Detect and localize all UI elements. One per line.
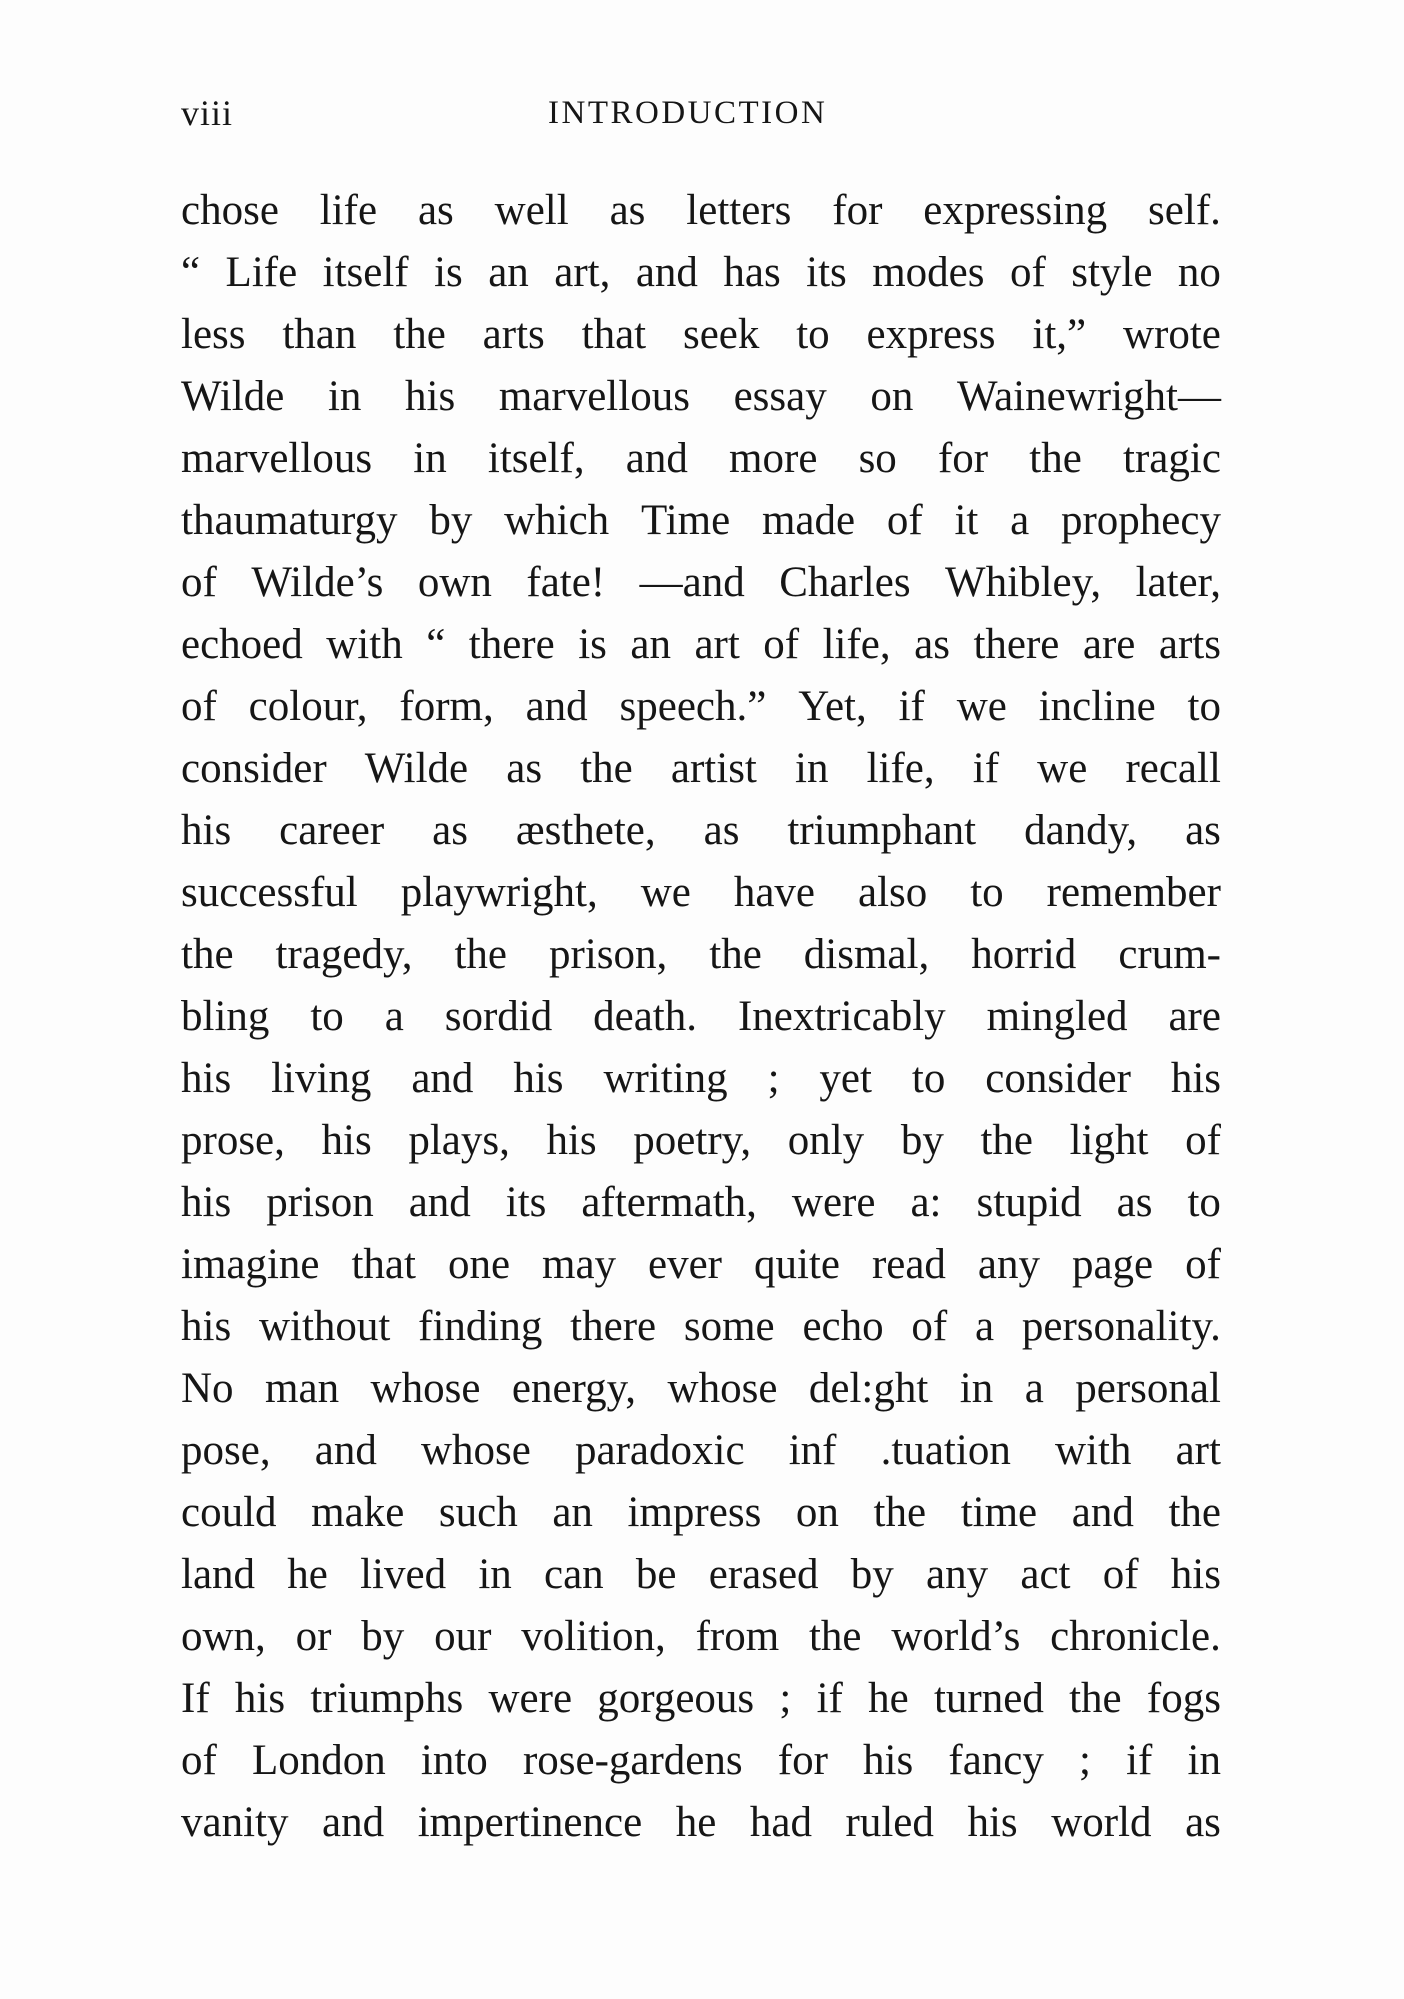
word: art (1175, 1427, 1221, 1474)
word: own (417, 559, 492, 606)
word: express (866, 311, 996, 358)
word: a (975, 1303, 995, 1350)
body-text (181, 180, 1221, 1854)
word: by (900, 1117, 944, 1164)
word: whose (370, 1365, 481, 1412)
text-line (181, 1358, 1221, 1420)
word: echo (802, 1303, 884, 1350)
word: lived (360, 1551, 447, 1598)
text-line (181, 1048, 1221, 1110)
word: than (282, 311, 357, 358)
text-line (181, 428, 1221, 490)
word: which (504, 497, 610, 544)
word: so (858, 435, 897, 482)
word: man (265, 1365, 340, 1412)
word: If (181, 1675, 210, 1722)
word: —and (639, 559, 745, 606)
word: without (258, 1303, 391, 1350)
word: with (1054, 1427, 1132, 1474)
word: arts (482, 311, 545, 358)
word: by (361, 1613, 405, 1660)
word: were (791, 1179, 876, 1226)
text-line (181, 552, 1221, 614)
word: for (832, 187, 883, 234)
page-number: viii (181, 93, 234, 133)
text-line (181, 304, 1221, 366)
word: if (816, 1675, 843, 1722)
word: has (723, 249, 781, 296)
word: dismal, (803, 931, 930, 978)
word: art, (554, 249, 611, 296)
word: as (1185, 807, 1221, 854)
word: personality. (1021, 1303, 1221, 1350)
word: living (271, 1055, 372, 1102)
word: Wainewright— (956, 373, 1221, 420)
word: in (478, 1551, 512, 1598)
word: as (703, 807, 740, 854)
word: of (1102, 1551, 1139, 1598)
word: personal (1075, 1365, 1221, 1412)
word: the (1168, 1489, 1221, 1536)
word: crum- (1118, 931, 1221, 978)
word: consider (985, 1055, 1131, 1102)
word: his (1170, 1551, 1221, 1598)
text-line (181, 1482, 1221, 1544)
text-line (181, 676, 1221, 738)
word: death. (593, 993, 698, 1040)
word: and (322, 1799, 385, 1846)
word: inf (788, 1427, 837, 1474)
word: in (959, 1365, 994, 1412)
word: ; (779, 1675, 792, 1722)
word: ; (1079, 1737, 1091, 1784)
word: arts (1158, 621, 1221, 668)
word: the (454, 931, 507, 978)
running-title: INTRODUCTION (548, 95, 828, 131)
word: his (405, 373, 456, 420)
word: colour, (248, 683, 368, 730)
word: expressing (923, 187, 1108, 234)
word: a (1024, 1365, 1044, 1412)
word: by (429, 497, 473, 544)
word: dandy, (1024, 807, 1138, 854)
word: impertinence (417, 1799, 643, 1846)
word: thaumaturgy (181, 497, 398, 544)
word: volition, (521, 1613, 666, 1660)
word: consider (181, 745, 327, 792)
word: in (327, 373, 362, 420)
text-line (181, 1792, 1221, 1854)
word: Inextricably (737, 993, 946, 1040)
word: an (630, 621, 671, 668)
word: life (319, 187, 378, 234)
word: the (980, 1117, 1033, 1164)
word: one (447, 1241, 511, 1288)
word: were (488, 1675, 573, 1722)
word: successful (181, 869, 358, 916)
word: make (311, 1489, 405, 1536)
word: its (806, 249, 847, 296)
word: art (694, 621, 740, 668)
word: remember (1046, 869, 1221, 916)
word: we (956, 683, 1007, 730)
word: his (234, 1675, 286, 1722)
word: as (506, 745, 543, 792)
word: and (411, 1055, 474, 1102)
word: world’s (891, 1613, 1021, 1660)
word: “ (181, 249, 201, 296)
word: be (635, 1551, 677, 1598)
word: vanity (181, 1799, 289, 1846)
word: its (505, 1179, 547, 1226)
word: mingled (986, 993, 1128, 1040)
word: of (911, 1303, 948, 1350)
word: essay (733, 373, 827, 420)
word: world (1051, 1799, 1152, 1846)
word: he (868, 1675, 909, 1722)
word: Charles (779, 559, 911, 606)
word: paradoxic (575, 1427, 745, 1474)
word: for (777, 1737, 828, 1784)
word: as (432, 807, 468, 854)
text-line (181, 862, 1221, 924)
word: to (970, 869, 1004, 916)
word: some (683, 1303, 775, 1350)
word: Wilde (181, 373, 285, 420)
word: is (434, 249, 463, 296)
word: or (295, 1613, 332, 1660)
word: pose, (181, 1427, 271, 1474)
word: chose (181, 187, 279, 234)
word: it,” (1032, 311, 1087, 358)
word: also (857, 869, 928, 916)
word: own, (181, 1613, 266, 1660)
word: tragic (1123, 435, 1221, 482)
word: of (886, 497, 923, 544)
word: quite (753, 1241, 840, 1288)
word: the (709, 931, 762, 978)
word: he (675, 1799, 717, 1846)
text-line (181, 924, 1221, 986)
word: itself, (487, 435, 585, 482)
word: as (609, 187, 646, 234)
word: he (287, 1551, 328, 1598)
word: æsthete, (515, 807, 656, 854)
word: for (937, 435, 989, 482)
word: artist (670, 745, 757, 792)
word: could (181, 1489, 277, 1536)
word: only (787, 1117, 865, 1164)
word: had (749, 1799, 812, 1846)
word: a (384, 993, 404, 1040)
word: such (438, 1489, 518, 1536)
word: letters (686, 187, 792, 234)
text-line (181, 1110, 1221, 1172)
word: his (181, 1179, 232, 1226)
word: stupid (976, 1179, 1082, 1226)
word: a: (910, 1179, 942, 1226)
word: as (1116, 1179, 1153, 1226)
word: of (181, 1737, 217, 1784)
text-line (181, 614, 1221, 676)
word: aftermath, (581, 1179, 757, 1226)
word: to (310, 993, 344, 1040)
word: as (914, 621, 950, 668)
word: our (434, 1613, 492, 1660)
word: his (546, 1117, 597, 1164)
word: to (911, 1055, 946, 1102)
word: itself (322, 249, 409, 296)
word: rose-gardens (522, 1737, 743, 1784)
word: in (1187, 1737, 1221, 1784)
word: and (314, 1427, 377, 1474)
word: sordid (444, 993, 553, 1040)
word: chronicle. (1050, 1613, 1221, 1660)
word: there (570, 1303, 657, 1350)
word: that (581, 311, 647, 358)
word: self. (1148, 187, 1221, 234)
text-line (181, 738, 1221, 800)
word: is (578, 621, 607, 668)
text-line (181, 242, 1221, 304)
word: of (1009, 249, 1046, 296)
word: the (181, 931, 234, 978)
word: “ (426, 621, 446, 668)
word: recall (1125, 745, 1221, 792)
word: from (695, 1613, 780, 1660)
word: more (729, 435, 818, 482)
word: page (1071, 1241, 1154, 1288)
word: are (1168, 993, 1221, 1040)
word: and (408, 1179, 471, 1226)
word: into (420, 1737, 488, 1784)
word: echoed (181, 621, 303, 668)
running-head (181, 88, 1221, 138)
word: gorgeous (597, 1675, 755, 1722)
word: light (1069, 1117, 1149, 1164)
word: style (1071, 249, 1153, 296)
word: with (326, 621, 403, 668)
word: as (417, 187, 454, 234)
word: no (1177, 249, 1221, 296)
word: del:ght (808, 1365, 929, 1412)
word: and (625, 435, 688, 482)
word: the (1069, 1675, 1122, 1722)
word: have (733, 869, 816, 916)
word: and (1071, 1489, 1134, 1536)
text-line (181, 1172, 1221, 1234)
word: the (1029, 435, 1082, 482)
text-line (181, 1296, 1221, 1358)
word: we (1037, 745, 1088, 792)
word: prophecy (1060, 497, 1221, 544)
word: Wilde’s (251, 559, 384, 606)
word: less (181, 311, 246, 358)
word: his (321, 1117, 372, 1164)
word: in (795, 745, 829, 792)
word: and (525, 683, 588, 730)
word: to (1187, 1179, 1221, 1226)
word: Wilde (364, 745, 469, 792)
word: we (640, 869, 691, 916)
word: may (542, 1241, 617, 1288)
word: of (181, 559, 217, 606)
word: bling (181, 993, 270, 1040)
word: finding (418, 1303, 543, 1350)
word: erased (708, 1551, 819, 1598)
word: prison (266, 1179, 374, 1226)
word: playwright, (400, 869, 598, 916)
word: his (513, 1055, 564, 1102)
word: there (468, 621, 555, 668)
word: his (1170, 1055, 1221, 1102)
word: London (251, 1737, 386, 1784)
word: on (870, 373, 914, 420)
word: by (850, 1551, 894, 1598)
word: seek (682, 311, 760, 358)
text-line (181, 180, 1221, 242)
word: on (795, 1489, 839, 1536)
word: energy, (511, 1365, 637, 1412)
word: that (351, 1241, 416, 1288)
word: later, (1135, 559, 1221, 606)
word: ever (648, 1241, 723, 1288)
word: tragedy, (275, 931, 413, 978)
word: No (181, 1365, 234, 1412)
word: Life (225, 249, 298, 296)
word: form, (399, 683, 494, 730)
word: his (181, 1303, 232, 1350)
word: impress (627, 1489, 762, 1536)
word: of (1185, 1241, 1221, 1288)
word: to (1187, 683, 1221, 730)
word: his (863, 1737, 914, 1784)
word: triumphant (787, 807, 977, 854)
word: the (808, 1613, 862, 1660)
text-line (181, 1234, 1221, 1296)
word: prose, (181, 1117, 285, 1164)
word: any (977, 1241, 1040, 1288)
word: triumphs (310, 1675, 464, 1722)
word: marvellous (498, 373, 690, 420)
word: ruled (845, 1799, 934, 1846)
text-line (181, 1668, 1221, 1730)
word: there (973, 621, 1060, 668)
word: read (871, 1241, 946, 1288)
word: plays, (408, 1117, 510, 1164)
word: act (1020, 1551, 1071, 1598)
word: whose (420, 1427, 531, 1474)
word: a (1010, 497, 1030, 544)
word: if (972, 745, 1000, 792)
word: turned (933, 1675, 1044, 1722)
word: to (796, 311, 830, 358)
word: Time (640, 497, 731, 544)
text-line (181, 800, 1221, 862)
word: well (494, 187, 569, 234)
word: poetry, (633, 1117, 752, 1164)
word: can (544, 1551, 604, 1598)
word: fate! (526, 559, 606, 606)
word: in (413, 435, 447, 482)
word: any (926, 1551, 989, 1598)
word: marvellous (181, 435, 373, 482)
word: time (960, 1489, 1038, 1536)
word: the (873, 1489, 927, 1536)
text-line (181, 1606, 1221, 1668)
word: speech.” (619, 683, 767, 730)
word: whose (667, 1365, 778, 1412)
word: of (763, 621, 800, 668)
word: of (1185, 1117, 1221, 1164)
word: are (1082, 621, 1136, 668)
word: career (279, 807, 385, 854)
text-line (181, 986, 1221, 1048)
word: ; (767, 1055, 780, 1102)
word: Whibley, (945, 559, 1102, 606)
word: prison, (549, 931, 668, 978)
word: made (761, 497, 856, 544)
word: if (898, 683, 925, 730)
word: his (181, 1055, 232, 1102)
word: of (181, 683, 217, 730)
word: his (181, 807, 232, 854)
word: an (488, 249, 529, 296)
word: land (181, 1551, 256, 1598)
word: fogs (1146, 1675, 1221, 1722)
word: Yet, (798, 683, 867, 730)
word: an (552, 1489, 593, 1536)
word: as (1185, 1799, 1221, 1846)
word: the (393, 311, 446, 358)
word: the (580, 745, 633, 792)
word: life, (866, 745, 935, 792)
word: imagine (181, 1241, 320, 1288)
word: .tuation (880, 1427, 1011, 1474)
word: his (967, 1799, 1018, 1846)
text-line (181, 490, 1221, 552)
word: life, (822, 621, 891, 668)
text-line (181, 1544, 1221, 1606)
word: modes (872, 249, 985, 296)
word: yet (819, 1055, 872, 1102)
word: writing (603, 1055, 728, 1102)
word: and (635, 249, 698, 296)
word: it (954, 497, 979, 544)
text-line (181, 1420, 1221, 1482)
word: horrid (971, 931, 1077, 978)
word: if (1126, 1737, 1153, 1784)
word: incline (1038, 683, 1156, 730)
word: wrote (1122, 311, 1221, 358)
text-line (181, 366, 1221, 428)
text-line (181, 1730, 1221, 1792)
word: fancy (948, 1737, 1044, 1784)
